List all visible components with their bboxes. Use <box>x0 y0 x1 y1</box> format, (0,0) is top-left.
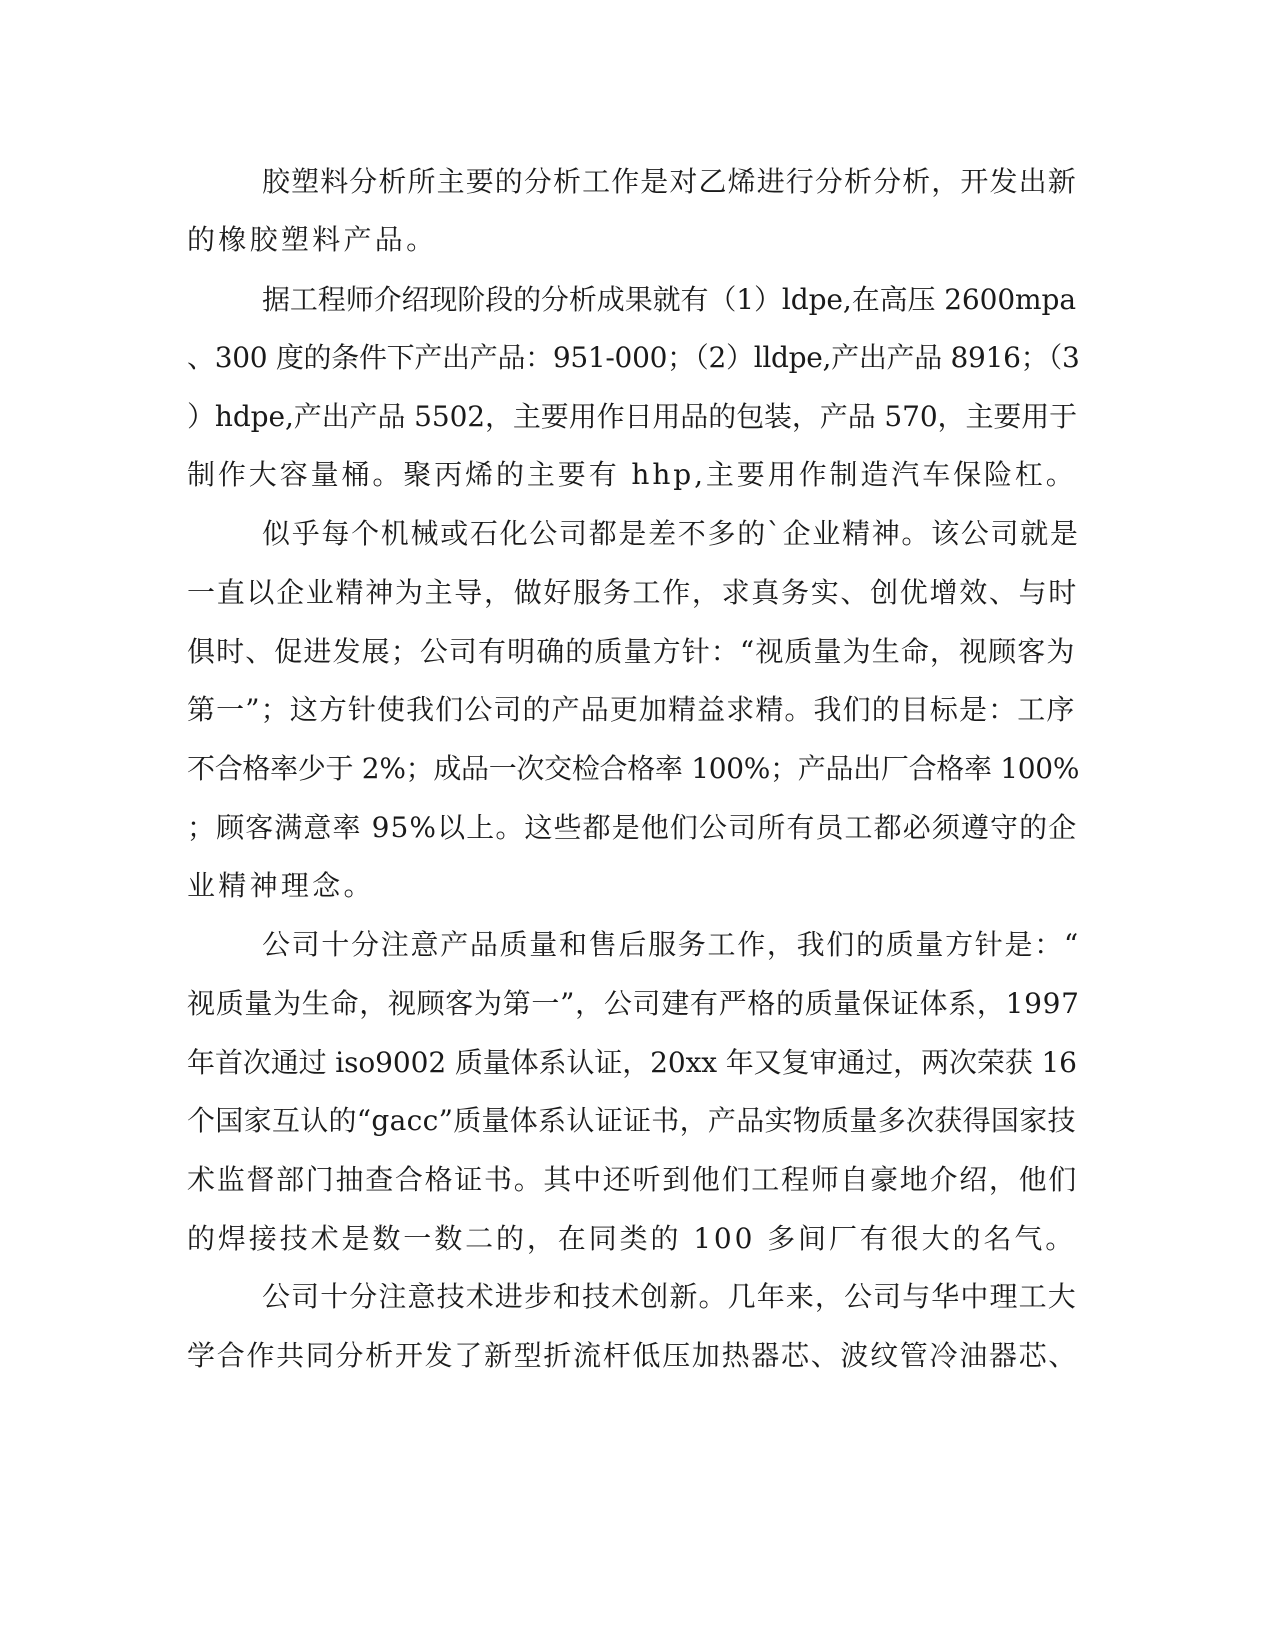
text-line: 年首次通过 iso9002 质量体系认证，20xx 年又复审通过，两次荣获 16 <box>187 1046 1077 1079</box>
text-line: 制作大容量桶。聚丙烯的主要有 hhp,主要用作制造汽车保险杠。 <box>187 458 1077 491</box>
text-line: 视质量为生命，视顾客为第一”，公司建有严格的质量保证体系，1997 <box>187 987 1080 1020</box>
text-line: 第一”；这方针使我们公司的产品更加精益求精。我们的目标是：工序 <box>187 693 1076 726</box>
text-line: 业精神理念。 <box>187 869 375 902</box>
text-line: 、300 度的条件下产出产品：951-000；（2）lldpe,产出产品 8916；（3 <box>187 341 1080 374</box>
text-line: ；顾客满意率 95%以上。这些都是他们公司所有员工都必须遵守的企 <box>187 811 1078 844</box>
text-line: 术监督部门抽查合格证书。其中还听到他们工程师自豪地介绍，他们 <box>187 1163 1079 1196</box>
text-line: 不合格率少于 2%；成品一次交检合格率 100%；产品出厂合格率 100% <box>187 752 1080 785</box>
text-line: 胶塑料分析所主要的分析工作是对乙烯进行分析分析，开发出新 <box>262 165 1077 198</box>
text-line: 俱时、促进发展；公司有明确的质量方针：“视质量为生命，视顾客为 <box>187 635 1076 668</box>
text-line: 公司十分注意产品质量和售后服务工作，我们的质量方针是：“ <box>262 928 1080 961</box>
text-line: 似乎每个机械或石化公司都是差不多的`企业精神。该公司就是 <box>262 517 1080 550</box>
text-line: 的橡胶塑料产品。 <box>187 223 438 256</box>
text-line: 个国家互认的“gacc”质量体系认证证书，产品实物质量多次获得国家技 <box>187 1104 1076 1137</box>
text-line: 公司十分注意技术进步和技术创新。几年来，公司与华中理工大 <box>262 1280 1077 1313</box>
text-line: 的焊接技术是数一数二的，在同类的 100 多间厂有很大的名气。 <box>187 1222 1077 1255</box>
text-line: 学合作共同分析开发了新型折流杆低压加热器芯、波纹管冷油器芯、 <box>187 1339 1079 1372</box>
text-line: 据工程师介绍现阶段的分析成果就有（1）ldpe,在高压 2600mpa <box>262 283 1076 316</box>
text-line: ）hdpe,产出产品 5502，主要用作日用品的包装，产品 570，主要用于 <box>187 400 1078 433</box>
text-line: 一直以企业精神为主导，做好服务工作，求真务实、创优增效、与时 <box>187 576 1079 609</box>
